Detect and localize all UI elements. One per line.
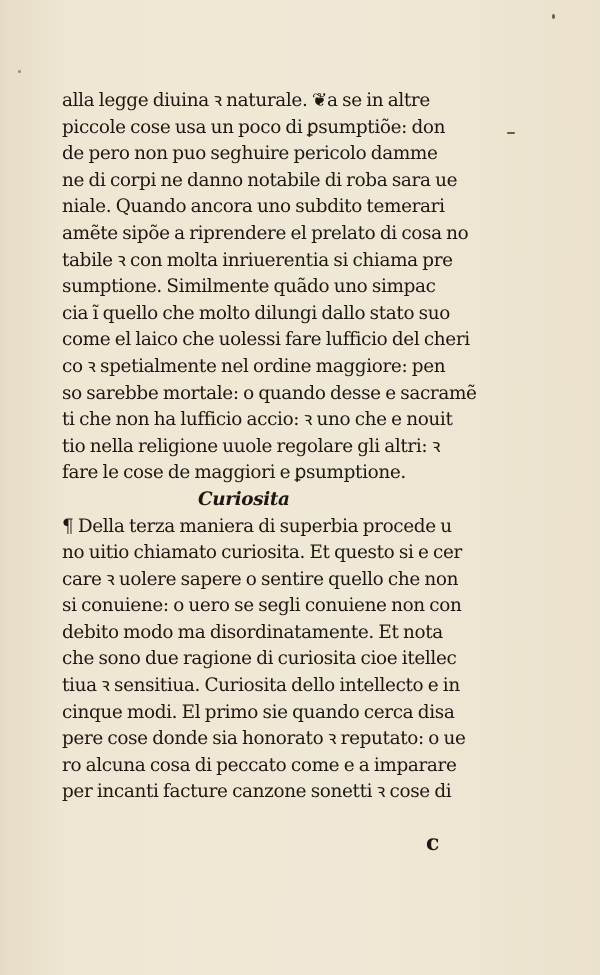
ink-speck [552,14,555,19]
text-line: ti che non ha lufficio accio: ꝛ uno che e nouit [62,409,453,431]
ink-speck [18,70,21,73]
text-line: tiua ꝛ sensitiua. Curiosita dello intellecto e in [62,675,460,697]
text-line: ¶ Della terza maniera di superbia procede u [62,515,452,537]
text-line: co ꝛ spetialmente nel ordine maggiore: pen [62,355,446,377]
signature-mark: c [426,830,440,856]
text-line: niale. Quando ancora uno subdito temerari [62,196,445,218]
section-heading: Curiosita [198,488,290,510]
body-text [62,88,502,806]
text-line: si conuiene: o uero se segli conuiene non con [62,595,462,617]
text-line: che sono due ragione di curiosita cioe itellec [62,648,457,670]
text-line: care ꝛ uolere sapere o sentire quello che non [62,568,459,590]
text-line: alla legge diuina ꝛ naturale. ❦a se in altre [62,90,430,111]
text-line: fare le cose de maggiori e ꝑsumptione. [62,462,406,484]
text-line: per incanti facture canzone sonetti ꝛ cose di [62,781,452,803]
text-line: cia ĩ quello che molto dilungi dallo stato suo [62,302,450,324]
text-line: cinque modi. El primo sie quando cerca disa [62,701,455,723]
text-line: sumptione. Similmente quãdo uno simpac [62,276,436,298]
text-line: so sarebbe mortale: o quando desse e sacramẽ [62,382,477,404]
text-line: de pero non puo seghuire pericolo damme [62,143,438,165]
text-line: come el laico che uolessi fare lufficio del cheri [62,329,470,351]
text-line: piccole cose usa un poco di ꝑsumptiõe: don [62,116,446,138]
text-line: tio nella religione uuole regolare gli altri: ꝛ [62,435,441,457]
text-line: no uitio chiamato curiosita. Et questo si e cer [62,542,462,564]
text-line: ro alcuna cosa di peccato come e a imparare [62,754,457,776]
text-line: ne di corpi ne danno notabile di roba sara ue [62,169,458,191]
text-line: tabile ꝛ con molta inriuerentia si chiama pre [62,249,453,271]
text-line: pere cose donde sia honorato ꝛ reputato: o ue [62,728,466,750]
ink-speck [507,132,515,134]
text-line: amẽte sipõe a riprendere el prelato di cosa no [62,222,469,244]
text-line: debito modo ma disordinatamente. Et nota [62,621,443,643]
